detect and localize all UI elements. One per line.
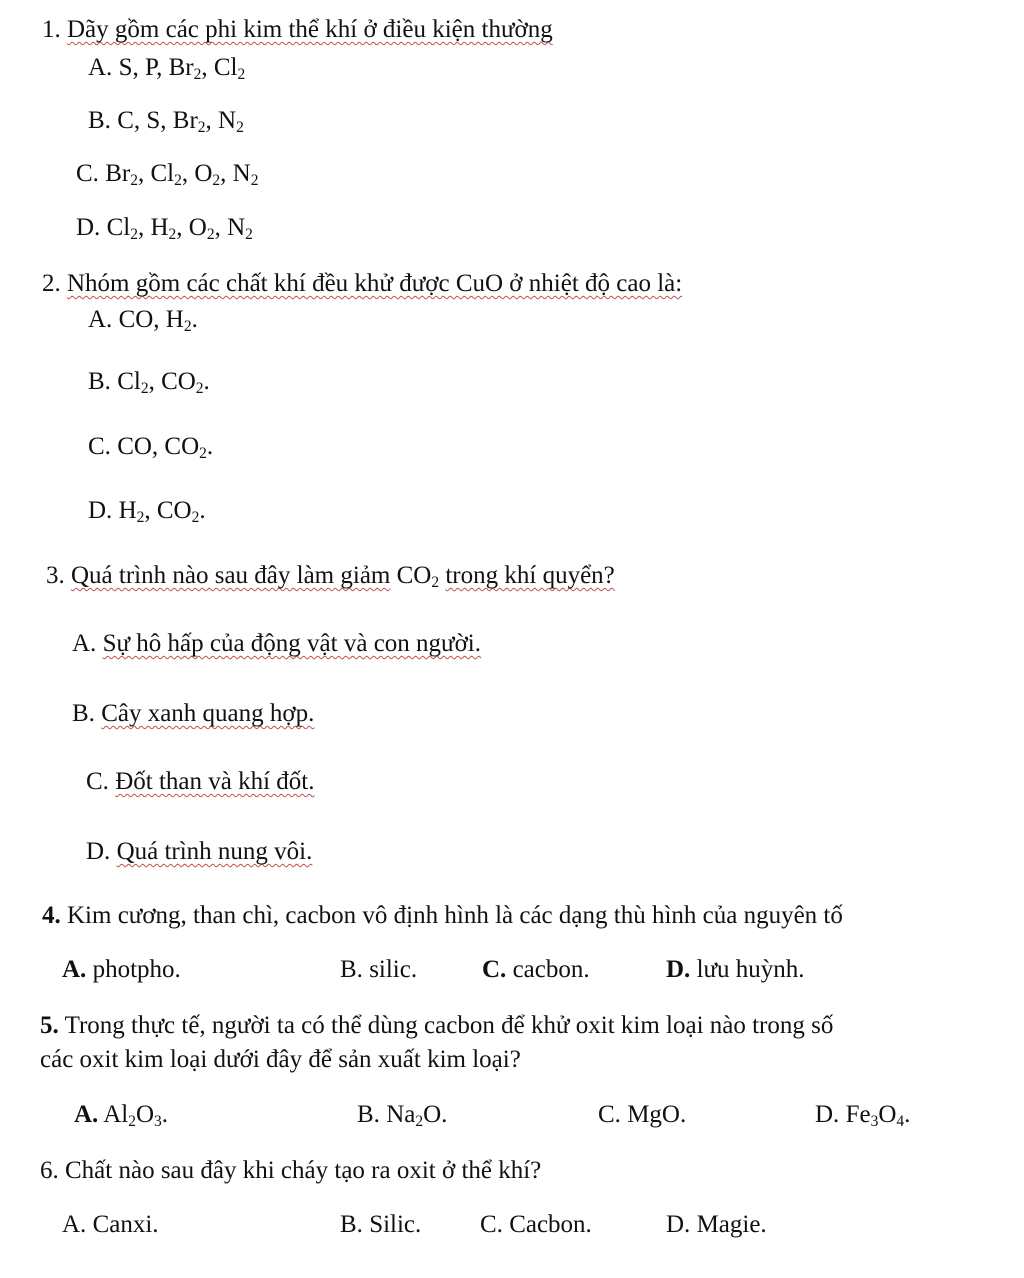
question-text: các oxit kim loại dưới đây để sản xuất kim loại? xyxy=(40,1046,521,1073)
q4-option-d[interactable]: D. lưu huỳnh. xyxy=(666,956,805,983)
q4-option-b[interactable]: B. silic. xyxy=(340,956,418,983)
q1-option-c[interactable]: C. $Br_2$, $Cl_2$, $O_2$, $N_2$ xyxy=(76,160,259,189)
q2-option-c[interactable]: C. CO, $CO_2$. xyxy=(88,433,214,462)
question-2 xyxy=(42,270,682,299)
q1-option-d[interactable]: D. $Cl_2$, $H_2$, $O_2$, $N_2$ xyxy=(76,214,253,243)
question-number: 6. xyxy=(40,1157,59,1184)
q1-option-b[interactable]: B. C, S, $Br_2$, $N_2$ xyxy=(88,107,244,136)
q5-option-a[interactable]: A. $Al_2O_3$. xyxy=(74,1101,168,1130)
q4-option-a[interactable]: A. photpho. xyxy=(62,956,181,983)
q6-option-c[interactable]: C. Cacbon. xyxy=(480,1211,592,1238)
q5-option-b[interactable]: B. $Na_2O$. xyxy=(357,1101,448,1130)
question-text-end: trong khí quyển? xyxy=(445,562,615,589)
question-1 xyxy=(42,16,553,45)
question-text: Trong thực tế, người ta có thể dùng cacbon để khử oxit kim loại nào trong số xyxy=(64,1012,834,1039)
question-text: Nhóm gồm các chất khí đều khử được CuO ở nhiệt độ cao là: xyxy=(67,270,683,297)
q5-option-d[interactable]: D. $Fe_3O_4$. xyxy=(815,1101,911,1130)
q2-option-a[interactable]: A. CO, $H_2$. xyxy=(88,306,198,335)
q1-option-a[interactable]: A. S, P, $Br_2$, $Cl_2$ xyxy=(88,54,246,83)
q3-option-d[interactable]: D. Quá trình nung vôi. xyxy=(86,838,313,865)
q3-option-a[interactable]: A. Sự hô hấp của động vật và con người. xyxy=(72,630,482,657)
question-5-line-2 xyxy=(40,1046,521,1075)
question-4 xyxy=(42,902,843,931)
q4-option-c[interactable]: C. cacbon. xyxy=(482,956,590,983)
question-text: Dãy gồm các phi kim thể khí ở điều kiện thường xyxy=(67,16,553,43)
question-number: 4. xyxy=(42,902,61,929)
question-number: 3. xyxy=(46,562,65,589)
q5-option-c[interactable]: C. MgO. xyxy=(598,1101,687,1128)
question-number: 1. xyxy=(42,16,61,43)
question-6 xyxy=(40,1157,541,1186)
formula: $CO_2$ xyxy=(396,562,440,591)
question-number: 5. xyxy=(40,1012,59,1039)
question-text: Kim cương, than chì, cacbon vô định hình là các dạng thù hình của nguyên tố xyxy=(67,902,843,929)
q2-option-d[interactable]: D. $H_2$, $CO_2$. xyxy=(88,497,206,526)
question-5 xyxy=(40,1012,833,1041)
q6-option-a[interactable]: A. Canxi. xyxy=(62,1211,159,1238)
question-3 xyxy=(46,562,615,591)
q3-option-b[interactable]: B. Cây xanh quang hợp. xyxy=(72,700,315,727)
q3-option-c[interactable]: C. Đốt than và khí đốt. xyxy=(86,768,315,795)
q6-option-d[interactable]: D. Magie. xyxy=(666,1211,767,1238)
question-text: Quá trình nào sau đây làm giảm xyxy=(71,562,391,589)
q6-option-b[interactable]: B. Silic. xyxy=(340,1211,422,1238)
question-number: 2. xyxy=(42,270,61,297)
q2-option-b[interactable]: B. $Cl_2$, $CO_2$. xyxy=(88,368,210,397)
question-text: Chất nào sau đây khi cháy tạo ra oxit ở thể khí? xyxy=(65,1157,542,1184)
